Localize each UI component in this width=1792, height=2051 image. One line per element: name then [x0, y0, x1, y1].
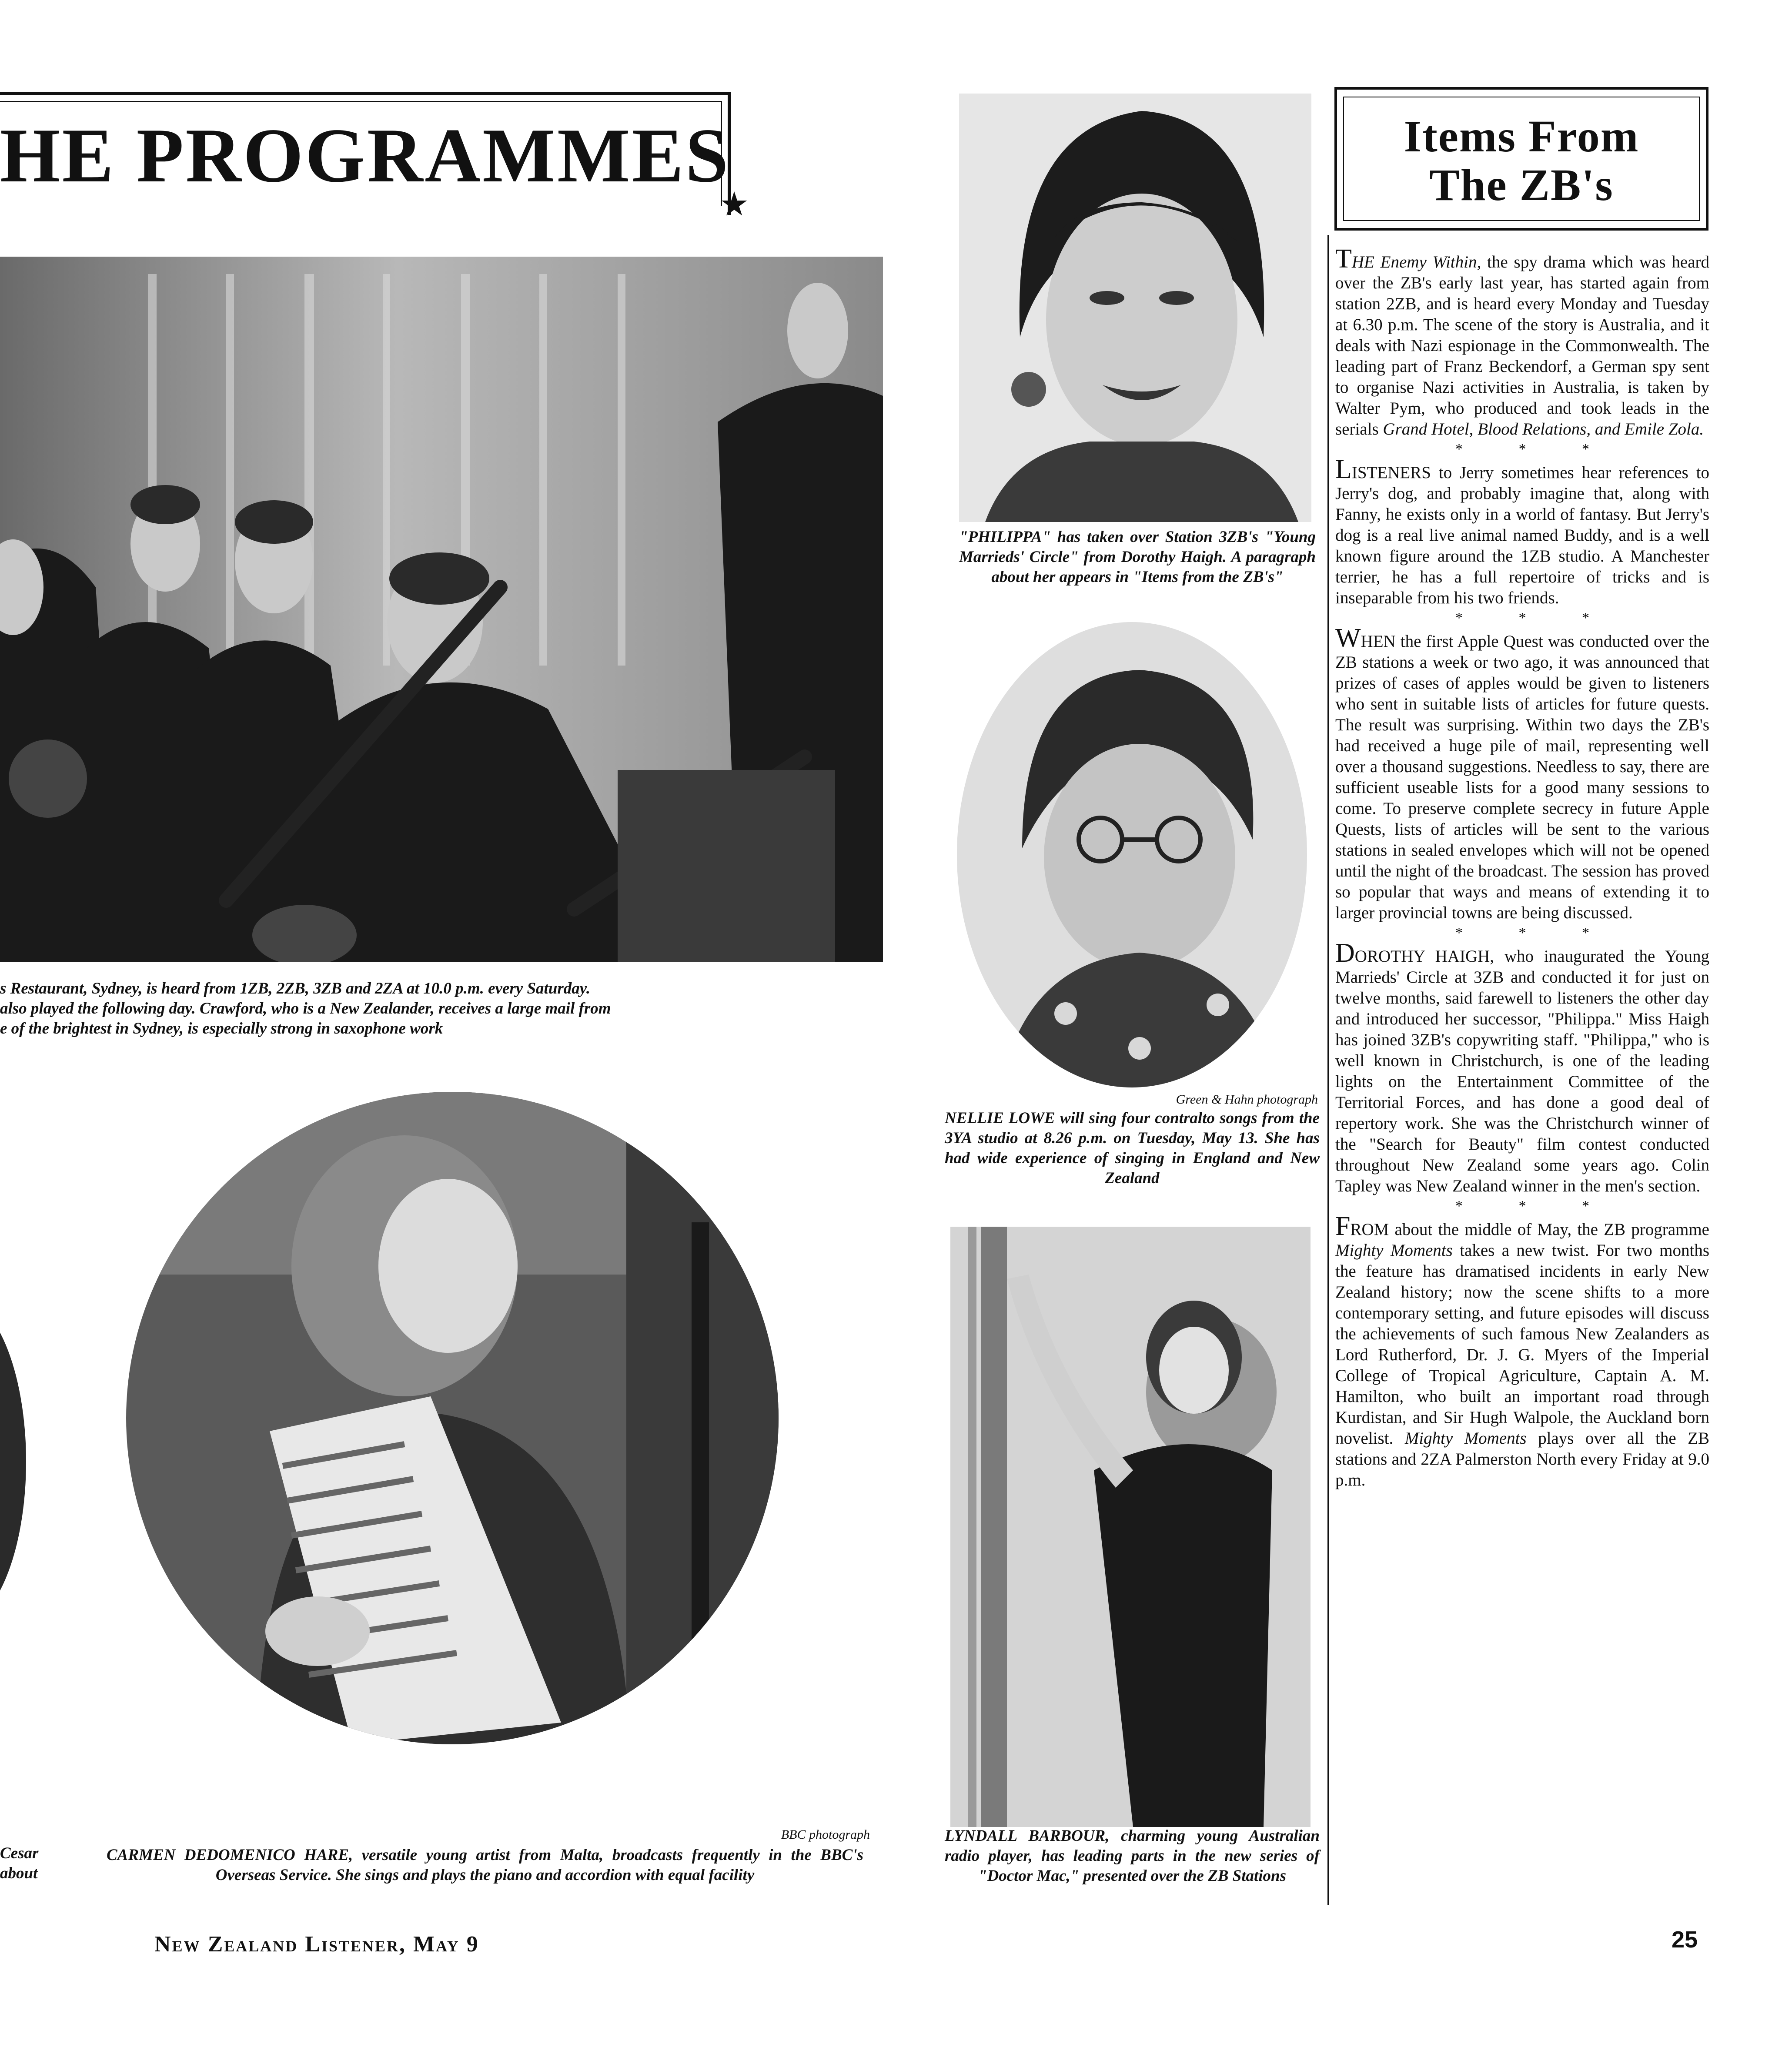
paragraph-text: the spy drama which was heard over the ZB's early last year, has started again from station 2ZB, and is heard every Monday and Tuesday at 6.30 p.m. The scene of the story is Australia, and it deals with Nazi espionage in the Commonwealth. The leading part of Franz Beckendorf, a German spy sent to organise Nazi activities in Australia, is taken by Walter Pym, who produced and took leads in the serials	[1335, 253, 1709, 438]
band-caption-line: e of the brightest in Sydney, is especially strong in saxophone work	[0, 1020, 443, 1037]
publication-footer: New Zealand Listener, May 9	[154, 1932, 479, 1957]
band-caption-line: also played the following day. Crawford, who is a New Zealander, receives a large mail from	[0, 1000, 611, 1017]
programme-title: Mighty Moments	[1404, 1429, 1527, 1448]
nellie-photo	[957, 622, 1307, 1087]
photo-credit: BBC photograph	[781, 1827, 870, 1842]
star-icon: ★	[719, 186, 749, 223]
programme-title: HE Enemy Within,	[1351, 253, 1481, 271]
zb-section-title	[1343, 112, 1700, 210]
drop-initial: F	[1335, 1211, 1351, 1241]
paragraph-text: ISTENERS to Jerry sometimes hear references to Jerry's dog, and probably imagine that, along with Fanny, he exists only in a world of fantasy. But Jerry's dog is a real live animal named Buddy, and is a well known figure around the 1ZB studio. A Manchester terrier, he has a full repertoire of tricks and is inseparable from his two friends.	[1335, 463, 1709, 607]
page-title: HE PROGRAMMES	[0, 112, 730, 198]
zb-paragraph	[1335, 938, 1709, 1197]
nellie-caption: NELLIE LOWE will sing four contralto songs from the 3YA studio at 8.26 p.m. on Tuesday, May 13. She has had wide experience of singing in England and New Zealand	[945, 1109, 1320, 1187]
zb-title-line: The ZB's	[1429, 160, 1614, 210]
zb-article-body	[1335, 244, 1709, 1491]
band-caption-line: s Restaurant, Sydney, is heard from 1ZB, 2ZB, 3ZB and 2ZA at 10.0 p.m. every Saturday.	[0, 980, 591, 997]
zb-title-line: Items From	[1404, 111, 1639, 161]
page-number: 25	[1672, 1927, 1698, 1953]
zb-paragraph	[1335, 1211, 1709, 1491]
cropped-caption-line: Cesar	[0, 1844, 39, 1862]
lyndall-caption: LYNDALL BARBOUR, charming young Australian radio player, has leading parts in the new series of "Doctor Mac," presented over the ZB Stations	[945, 1827, 1320, 1885]
separator-stars: * * *	[1455, 610, 1615, 626]
carmen-caption: CARMEN DEDOMENICO HARE, versatile young artist from Malta, broadcasts frequently in the BBC's Overseas Service. She sings and plays the piano and accordion with equal facility	[107, 1846, 863, 1884]
band-caption	[0, 979, 870, 1039]
serial-titles: Grand Hotel, Blood Relations, and Emile Zola.	[1383, 420, 1704, 438]
drop-initial: D	[1335, 938, 1355, 968]
drop-initial: T	[1335, 244, 1352, 274]
photo-credit: Green & Hahn photograph	[1176, 1092, 1318, 1107]
paragraph-text: plays over all the ZB stations and 2ZA Palmerston North every Friday at 9.0 p.m.	[1335, 1429, 1709, 1489]
paragraph-text: HEN the first Apple Quest was conducted over the ZB stations a week or two ago, it was announced that prizes of cases of apples would be given to listeners who sent in suitable lists of articles for future quests. The result was surprising. Within two days the ZB's had received a huge pile of mail, representing well over a thousand suggestions. Needless to say, there are sufficient useable lists for a good many sessions to come. To preserve complete secrecy in future Apple Quests, lists of articles will be sent to the various stations in sealed envelopes which will not be opened until the night of the broadcast. The session has proved so popular that ways and means of extending it to larger provincial towns are being discussed.	[1335, 632, 1709, 922]
paragraph-text: ROM about the middle of May, the ZB programme	[1350, 1220, 1709, 1239]
philippa-caption: "PHILIPPA" has taken over Station 3ZB's "Young Marrieds' Circle" from Dorothy Haigh. A paragraph about her appears in "Items from the ZB's"	[959, 528, 1316, 586]
drop-initial: L	[1335, 455, 1352, 484]
lyndall-photo	[950, 1227, 1311, 1827]
band-photo	[0, 257, 883, 962]
zb-paragraph	[1335, 455, 1709, 609]
philippa-photo	[959, 94, 1311, 522]
drop-initial: W	[1335, 623, 1361, 653]
separator-stars: * * *	[1455, 925, 1615, 941]
programme-title: Mighty Moments	[1335, 1241, 1453, 1260]
zb-paragraph	[1335, 623, 1709, 923]
cropped-oval-photo	[0, 1296, 26, 1627]
separator-stars: * * *	[1455, 1198, 1615, 1214]
separator-stars: * * *	[1455, 441, 1615, 457]
paragraph-text: takes a new twist. For two months the feature has dramatised incidents in early New Zealand history; now the scene shifts to a more contemporary setting, and future episodes will discuss the achievements of such famous New Zealanders as Lord Rutherford, Dr. J. G. Myers of the Imperial College of Tropical Agriculture, Captain A. M. Hamilton, who built an important road through Kurdistan, and Sir Hugh Walpole, the Auckland born novelist.	[1335, 1241, 1709, 1448]
cropped-caption-line: about	[0, 1864, 38, 1882]
carmen-photo	[126, 1092, 779, 1744]
zb-paragraph	[1335, 244, 1709, 440]
column-divider	[1327, 235, 1329, 1905]
cropped-caption-fragment	[0, 1844, 48, 1884]
paragraph-text: OROTHY HAIGH, who inaugurated the Young Marrieds' Circle at 3ZB and conducted it for just on twelve months, said farewell to listeners the other day and introduced her successor, "Philippa." Miss Haigh has joined 3ZB's copywriting staff. "Philippa," who is well known in Christchurch, is one of the leading lights on the Entertainment Committee of the Territorial Forces, and has done a good deal of repertory work. She was the Christchurch winner of the "Search for Beauty" film contest conducted throughout New Zealand some years ago. Colin Tapley was New Zealand winner in the men's section.	[1335, 947, 1709, 1195]
